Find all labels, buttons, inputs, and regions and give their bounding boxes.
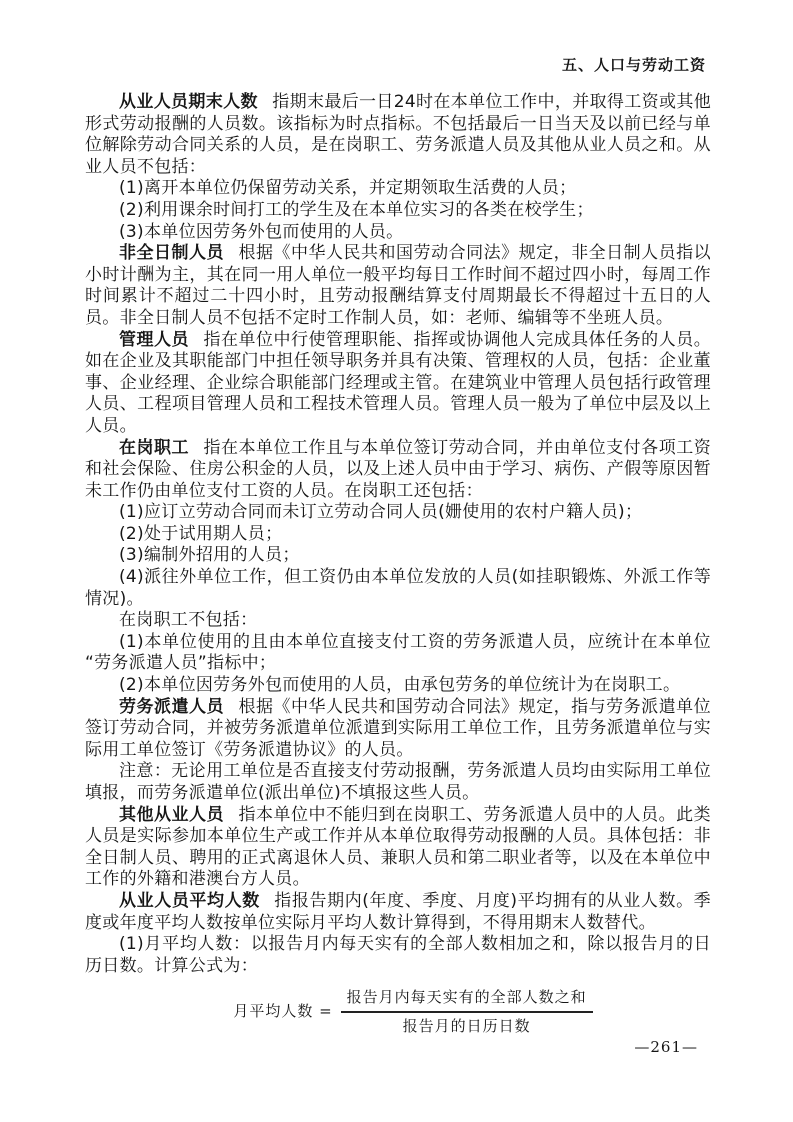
paragraph-text: (3)本单位因劳务外包而使用的人员。	[119, 221, 404, 242]
term-label: 非全日制人员	[119, 243, 225, 264]
list-item	[85, 632, 711, 675]
formula-numerator: 报告月内每天实有的全部人数之和	[341, 987, 593, 1012]
list-item	[85, 675, 711, 697]
formula-lhs: 月平均人数 =	[233, 1002, 333, 1021]
list-item	[85, 502, 711, 524]
paragraph-text: 根据《中华人民共和国劳动合同法》规定，非全日制人员指以小时计酬为主，其在同一用人单位一般平均每日工作时间不超过四小时，每周工作时间累计不超过二十四小时，且劳动报酬结算支付周期最长不得超过十五日的人员。非全日制人员不包括不定时工作制人员，如：老师、编辑等不坐班人员。	[85, 243, 711, 328]
paragraph-text: (2)利用课余时间打工的学生及在本单位实习的各类在校学生；	[119, 199, 594, 220]
paragraph-text: (1)月平均人数：以报告月内每天实有的全部人数相加之和，除以报告月的日历日数。计算公式为：	[85, 934, 711, 976]
page-number: —261—	[634, 1038, 698, 1056]
list-item	[85, 222, 711, 244]
paragraph-text: (2)本单位因劳务外包而使用的人员，由承包劳务的单位统计为在岗职工。	[119, 675, 681, 696]
term-label: 从业人员期末人数	[119, 92, 258, 112]
formula-fraction	[341, 987, 593, 1036]
definition-paragraph	[85, 438, 711, 503]
paragraph-text: 指本单位中不能归到在岗职工、劳务派遣人员中的人员。此类人员是实际参加本单位生产或工作并从本单位取得劳动报酬的人员。具体包括：非全日制人员、聘用的正式离退休人员、兼职人员和第二职业者等，以及在本单位中工作的外籍和港澳台方人员。	[85, 804, 711, 890]
list-item	[85, 200, 711, 222]
definition-paragraph	[85, 891, 711, 934]
list-item	[85, 567, 711, 610]
paragraph-text: 指在本单位工作且与本单位签订劳动合同，并由单位支付各项工资和社会保险、住房公积金的人员，以及上述人员中由于学习、病伤、产假等原因暂未工作仍由单位支付工资的人员。在岗职工还包括：	[85, 437, 712, 501]
definition-paragraph	[85, 805, 711, 891]
definition-paragraph	[85, 243, 711, 329]
paragraph-text: (1)本单位使用的且由本单位直接支付工资的劳务派遣人员，应统计在本单位“劳务派遣人员”指标中；	[85, 631, 711, 674]
term-label: 在岗职工	[119, 437, 190, 458]
term-label: 其他从业人员	[119, 804, 225, 825]
term-label: 管理人员	[119, 329, 190, 350]
term-label: 劳务派遣人员	[119, 696, 225, 717]
month-average-formula	[115, 987, 711, 1036]
paragraph-text: (4)派往外单位工作，但工资仍由本单位发放的人员(如挂职锻炼、外派工作等情况)。	[85, 567, 711, 609]
paragraph-text: 在岗职工不包括：	[119, 610, 258, 631]
list-item	[85, 545, 711, 567]
paragraph-text: 指在单位中行使管理职能、指挥或协调他人完成具体任务的人员。如在企业及其职能部门中担任领导职务并具有决策、管理权的人员，包括：企业董事、企业经理、企业综合职能部门经理或主管。在建筑业中管理人员包括行政管理人员、工程项目管理人员和工程技术管理人员。管理人员一般为了单位中层及以上人员。	[85, 329, 712, 436]
paragraph-text: (1)离开本单位仍保留劳动关系，并定期领取生活费的人员；	[119, 178, 577, 199]
formula-denominator: 报告月的日历日数	[402, 1016, 531, 1035]
paragraph-text: (2)处于试用期人员；	[119, 523, 283, 544]
definition-paragraph	[85, 92, 711, 178]
paragraph-text: (3)编制外招用的人员；	[119, 545, 300, 566]
paragraph-text: 注意：无论用工单位是否直接支付劳动报酬，劳务派遣人员均由实际用工单位填报，而劳务派遣单位(派出单位)不填报这些人员。	[85, 761, 711, 803]
list-item	[85, 934, 711, 977]
paragraph-text: 根据《中华人民共和国劳动合同法》规定，指与劳务派遣单位签订劳动合同，并被劳务派遣单位派遣到实际用工单位工作，且劳务派遣单位与实际用工单位签订《劳务派遣协议》的人员。	[85, 696, 711, 760]
body-text	[85, 92, 711, 1036]
list-item	[85, 524, 711, 546]
paragraph-text: 指期末最后一日24时在本单位工作中，并取得工资或其他形式劳动报酬的人员数。该指标为时点指标。不包括最后一日当天及以前已经与单位解除劳动合同关系的人员，是在岗职工、劳务派遣人员及其他从业人员之和。从业人员不包括：	[85, 92, 712, 177]
paragraph	[85, 610, 711, 632]
note-paragraph	[85, 761, 711, 804]
paragraph-text: (1)应订立劳动合同而未订立劳动合同人员(姗使用的农村户籍人员)；	[119, 502, 643, 523]
term-label: 从业人员平均人数	[119, 890, 260, 911]
running-header: 五、人口与劳动工资	[561, 56, 706, 74]
paragraph-text: 指报告期内(年度、季度、月度)平均拥有的从业人数。季度或年度平均人数按单位实际月平均人数计算得到，不得用期末人数替代。	[85, 890, 711, 933]
definition-paragraph	[85, 330, 711, 438]
definition-paragraph	[85, 697, 711, 762]
list-item	[85, 178, 711, 200]
